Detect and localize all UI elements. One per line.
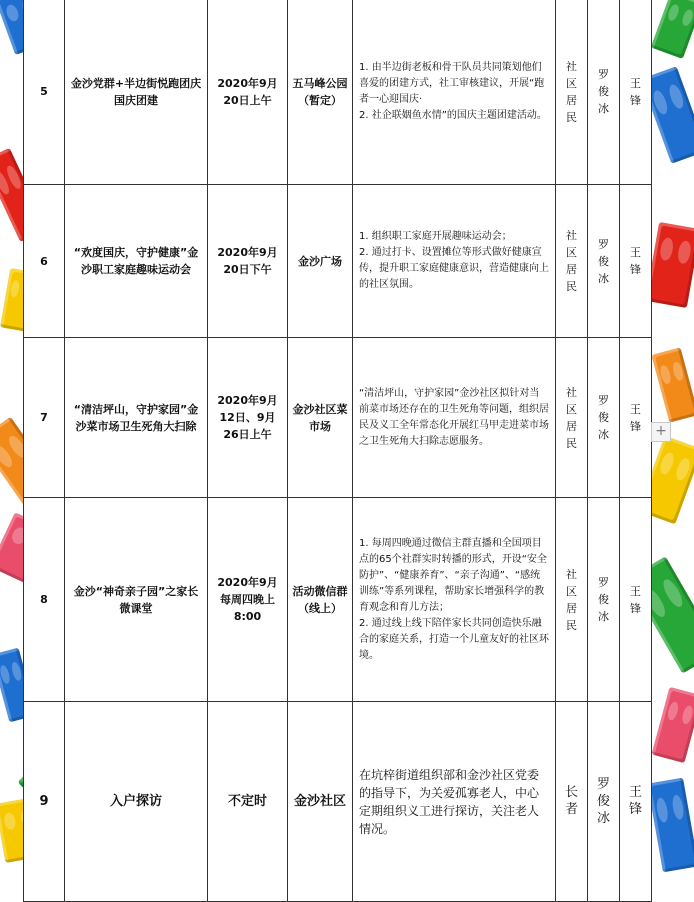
target-group bbox=[556, 498, 588, 702]
owner-text: 罗俊冰 bbox=[598, 394, 609, 441]
target-group bbox=[556, 185, 588, 338]
activity-content bbox=[353, 0, 556, 185]
activity-name: “欢度国庆，守护健康”金沙职工家庭趣味运动会 bbox=[65, 185, 208, 338]
target-text: 社区居民 bbox=[566, 229, 577, 293]
brick-decoration bbox=[652, 687, 694, 763]
activity-name: 金沙“神奇亲子园”之家长微课堂 bbox=[65, 498, 208, 702]
table-row bbox=[24, 0, 652, 185]
content-line: 1. 组织职工家庭开展趣味运动会； bbox=[359, 231, 512, 242]
staff-text: 王锋 bbox=[630, 584, 641, 615]
brick-decoration bbox=[651, 347, 694, 422]
activity-time: 2020年9月20日下午 bbox=[208, 185, 288, 338]
staff-text: 王锋 bbox=[630, 246, 641, 276]
table-row bbox=[24, 338, 652, 498]
row-number: 7 bbox=[24, 338, 65, 498]
activity-content bbox=[353, 702, 556, 902]
activity-time: 不定时 bbox=[208, 702, 288, 902]
activity-place: 活动微信群（线上） bbox=[288, 498, 353, 702]
owner-text: 罗俊冰 bbox=[598, 68, 609, 115]
table-row bbox=[24, 498, 652, 702]
person-in-charge bbox=[588, 0, 620, 185]
brick-decoration bbox=[645, 222, 694, 308]
staff bbox=[620, 338, 652, 498]
row-number: 9 bbox=[24, 702, 65, 902]
activity-name: 入户探访 bbox=[65, 702, 208, 902]
owner-text: 罗俊冰 bbox=[597, 776, 611, 826]
staff bbox=[620, 702, 652, 902]
staff bbox=[620, 0, 652, 185]
activity-name: “清洁坪山，守护家园”金沙菜市场卫生死角大扫除 bbox=[65, 338, 208, 498]
activity-name: 金沙党群+半边街悦跑团庆国庆团建 bbox=[65, 0, 208, 185]
activity-content bbox=[353, 498, 556, 702]
target-text: 社区居民 bbox=[566, 567, 577, 632]
brick-decoration bbox=[647, 778, 694, 873]
content-line: 1. 每周四晚通过微信主群直播和全国项目点的65个社群实时转播的形式，开设“安全防护”、“健康养育”、“亲子沟通”、“感统训练”等系列课程，帮助家长增强科学的教育观念和育儿方法； bbox=[359, 537, 547, 613]
content-line: 1. 由半边街老板和骨干队员共同策划他们喜爱的团建方式，社工审核建议，开展“跑者一心迎国庆· bbox=[359, 61, 545, 105]
content-line: 2. 通过打卡、设置摊位等形式做好健康宣传，提升职工家庭健康意识，营造健康向上的社区氛围。 bbox=[359, 247, 549, 290]
brick-decoration bbox=[651, 0, 694, 59]
content-line: 在坑梓街道组织部和金沙社区党委的指导下，为关爱孤寡老人，中心定期组织义工进行探访，关注老人情况。 bbox=[359, 767, 540, 836]
staff-text: 王锋 bbox=[630, 402, 641, 433]
add-button[interactable]: + bbox=[651, 422, 671, 442]
target-group bbox=[556, 702, 588, 902]
activity-place: 五马峰公园（暂定） bbox=[288, 0, 353, 185]
activity-time: 2020年9月12日、9月26日上午 bbox=[208, 338, 288, 498]
activity-time: 2020年9月每周四晚上8:00 bbox=[208, 498, 288, 702]
staff-text: 王锋 bbox=[630, 76, 641, 107]
content-line: “清洁坪山，守护家园”金沙社区拟针对当前菜市场还存在的卫生死角等问题，组织居民及义工全年常态化开展红马甲走进菜市场之卫生死角大扫除志愿服务。 bbox=[359, 387, 549, 447]
content-line: 2. 社企联姻鱼水情”的国庆主题团建活动。 bbox=[359, 109, 547, 121]
activity-place: 金沙社区 bbox=[288, 702, 353, 902]
owner-text: 罗俊冰 bbox=[598, 576, 609, 623]
content-line: 2. 通过线上线下陪伴家长共同创造快乐融合的家庭关系，打造一个儿童友好的社区环境。 bbox=[359, 617, 549, 661]
activity-place: 金沙广场 bbox=[288, 185, 353, 338]
table-row bbox=[24, 185, 652, 338]
activity-time: 2020年9月20日上午 bbox=[208, 0, 288, 185]
row-number: 8 bbox=[24, 498, 65, 702]
staff-text: 王锋 bbox=[629, 785, 643, 817]
person-in-charge bbox=[588, 702, 620, 902]
activity-plan-table bbox=[23, 0, 652, 902]
person-in-charge bbox=[588, 498, 620, 702]
row-number: 5 bbox=[24, 0, 65, 185]
target-group bbox=[556, 0, 588, 185]
owner-text: 罗俊冰 bbox=[598, 237, 609, 285]
person-in-charge bbox=[588, 338, 620, 498]
staff bbox=[620, 185, 652, 338]
row-number: 6 bbox=[24, 185, 65, 338]
target-group bbox=[556, 338, 588, 498]
activity-content bbox=[353, 338, 556, 498]
target-text: 长者 bbox=[565, 785, 579, 817]
activity-content bbox=[353, 185, 556, 338]
staff bbox=[620, 498, 652, 702]
activity-place: 金沙社区菜市场 bbox=[288, 338, 353, 498]
person-in-charge bbox=[588, 185, 620, 338]
target-text: 社区居民 bbox=[566, 59, 577, 124]
table-row bbox=[24, 702, 652, 902]
target-text: 社区居民 bbox=[566, 385, 577, 450]
